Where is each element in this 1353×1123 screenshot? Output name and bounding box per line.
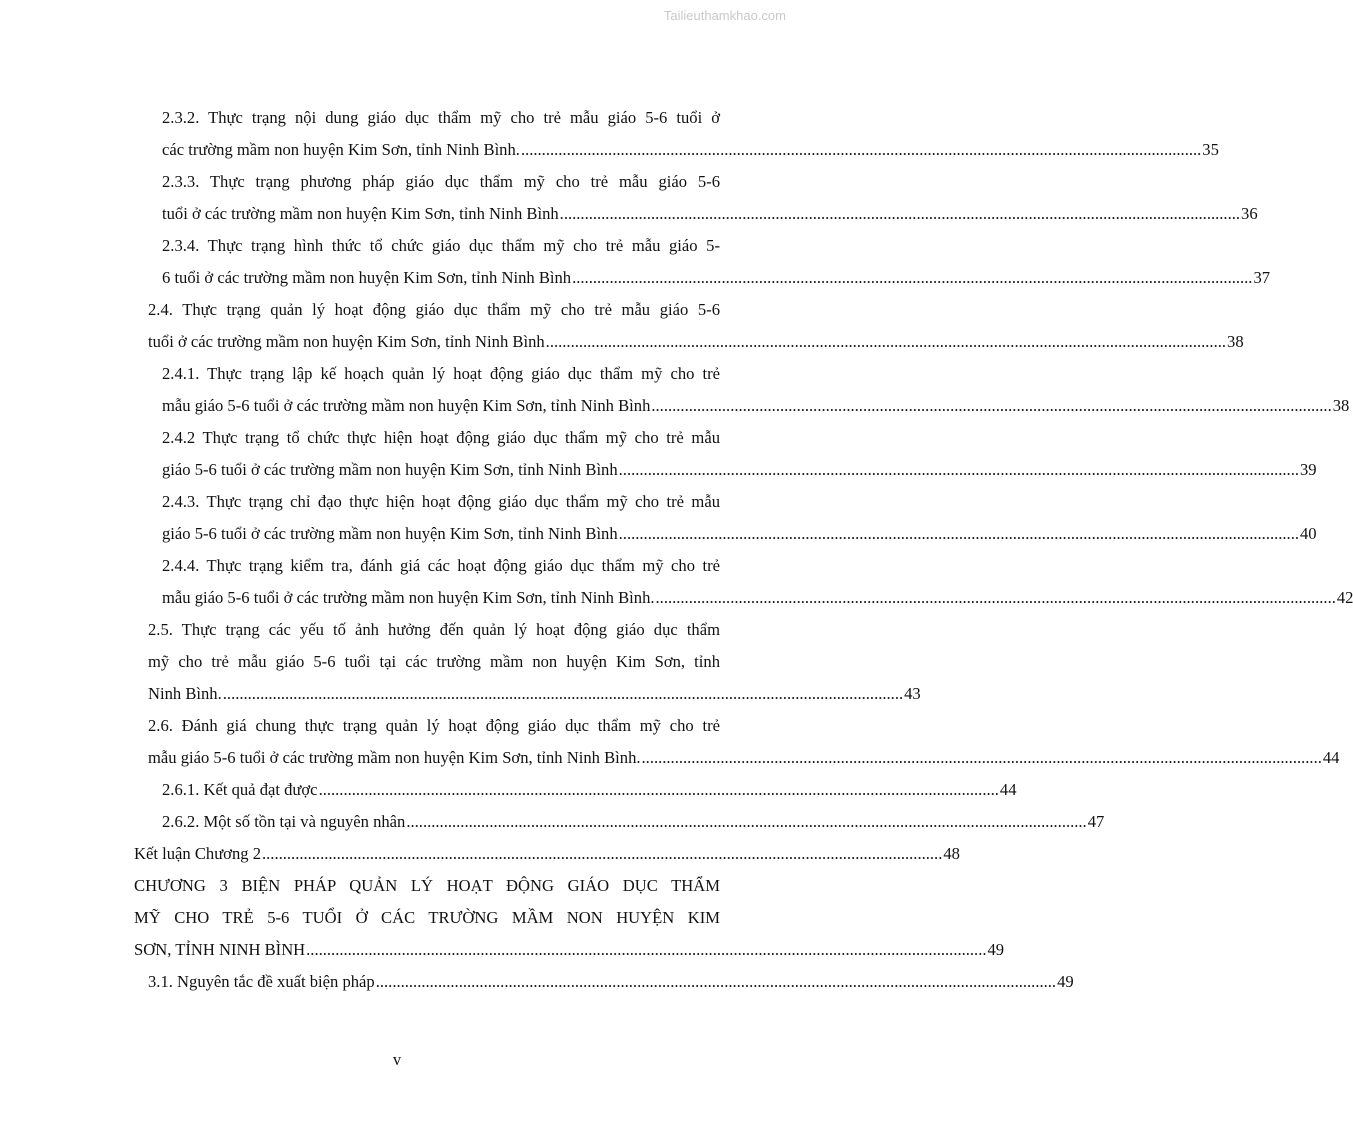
toc-entry-text: 2.6.1. Kết quả đạt được (162, 780, 318, 799)
dot-leader: .................................................................................................................................................................... (641, 748, 1322, 767)
toc-page-number: 49 (1057, 972, 1074, 991)
dot-leader: .................................................................................................................................................................... (572, 268, 1253, 287)
toc-page-number: 39 (1300, 460, 1317, 479)
toc-entry-3-1[interactable] (148, 972, 1074, 992)
dot-leader: .................................................................................................................................................................... (618, 460, 1299, 479)
toc-page-number: 42 (1336, 588, 1353, 607)
toc-entry-text: giáo 5-6 tuổi ở các trường mầm non huyện Kim Sơn, tỉnh Ninh Bình (162, 524, 618, 543)
toc-page-number: 35 (1202, 140, 1219, 159)
toc-entry-2-3-3-line1[interactable]: 2.3.3. Thực trạng phương pháp giáo dục thẩm mỹ cho trẻ mẫu giáo 5-6 (162, 172, 720, 191)
dot-leader: .................................................................................................................................................................... (222, 684, 904, 703)
toc-entry-2-5-line1[interactable]: 2.5. Thực trạng các yếu tố ảnh hưởng đến quản lý hoạt động giáo dục thẩm (148, 620, 720, 639)
toc-entry-chapter-3-line1[interactable]: CHƯƠNG 3 BIỆN PHÁP QUẢN LÝ HOẠT ĐỘNG GIÁO DỤC THẨM (134, 876, 720, 895)
toc-entry-text: các trường mầm non huyện Kim Sơn, tỉnh Ninh Bình. (162, 140, 520, 159)
toc-entry-2-4-line1[interactable]: 2.4. Thực trạng quản lý hoạt động giáo dục thẩm mỹ cho trẻ mẫu giáo 5-6 (148, 300, 720, 319)
toc-entry-text: mẫu giáo 5-6 tuổi ở các trường mầm non huyện Kim Sơn, tỉnh Ninh Bình. (148, 748, 641, 767)
toc-page-number: 40 (1300, 524, 1317, 543)
toc-entry-2-4-4-line1[interactable]: 2.4.4. Thực trạng kiểm tra, đánh giá các hoạt động giáo dục thẩm mỹ cho trẻ (162, 556, 720, 575)
toc-page-number: 38 (1332, 396, 1350, 415)
toc-entry-text: mẫu giáo 5-6 tuổi ở các trường mầm non huyện Kim Sơn, tỉnh Ninh Bình. (162, 588, 655, 607)
toc-entry-2-6-1[interactable] (162, 780, 1017, 800)
dot-leader: .................................................................................................................................................................... (318, 780, 999, 799)
toc-entry-2-4-1-line1[interactable]: 2.4.1. Thực trạng lập kế hoạch quản lý hoạt động giáo dục thẩm mỹ cho trẻ (162, 364, 720, 383)
dot-leader: .................................................................................................................................................................... (655, 588, 1336, 607)
toc-entry-conclusion-chapter-2[interactable] (134, 844, 960, 864)
toc-entry-2-5-line2[interactable]: mỹ cho trẻ mẫu giáo 5-6 tuổi tại các trường mầm non huyện Kim Sơn, tỉnh (148, 652, 720, 671)
toc-entry-text: Kết luận Chương 2 (134, 844, 261, 863)
toc-entry-2-6-line1[interactable]: 2.6. Đánh giá chung thực trạng quản lý hoạt động giáo dục thẩm mỹ cho trẻ (148, 716, 720, 735)
dot-leader: .................................................................................................................................................................... (306, 940, 987, 959)
toc-entry-2-3-4-line1[interactable]: 2.3.4. Thực trạng hình thức tổ chức giáo dục thẩm mỹ cho trẻ mẫu giáo 5- (162, 236, 720, 255)
dot-leader: .................................................................................................................................................................... (375, 972, 1057, 991)
dot-leader: .................................................................................................................................................................... (651, 396, 1332, 415)
dot-leader: .................................................................................................................................................................... (262, 844, 943, 863)
toc-entry-chapter-3-line3[interactable] (134, 940, 1005, 960)
dot-leader: .................................................................................................................................................................... (618, 524, 1299, 543)
toc-entry-2-3-2-line2[interactable] (162, 140, 1219, 160)
toc-page-number: 37 (1253, 268, 1271, 287)
toc-entry-text: SƠN, TỈNH NINH BÌNH (134, 940, 306, 959)
toc-entry-text: Ninh Bình. (148, 684, 222, 703)
dot-leader: .................................................................................................................................................................... (520, 140, 1202, 159)
toc-entry-text: 6 tuổi ở các trường mầm non huyện Kim Sơn, tỉnh Ninh Bình (162, 268, 572, 287)
toc-page-number: 49 (987, 940, 1005, 959)
page-number: v (392, 1050, 402, 1069)
toc-entry-2-4-line2[interactable] (148, 332, 1244, 352)
toc-page-number: 36 (1241, 204, 1258, 223)
toc-entry-2-4-3-line2[interactable] (162, 524, 1317, 544)
toc-entry-text: 3.1. Nguyên tắc đề xuất biện pháp (148, 972, 375, 991)
toc-page-number: 43 (904, 684, 921, 703)
toc-entry-2-4-4-line2[interactable] (162, 588, 1353, 608)
toc-entry-text: 2.6.2. Một số tồn tại và nguyên nhân (162, 812, 406, 831)
toc-entry-2-4-3-line1[interactable]: 2.4.3. Thực trạng chỉ đạo thực hiện hoạt động giáo dục thẩm mỹ cho trẻ mẫu (162, 492, 720, 511)
toc-entry-text: tuổi ở các trường mầm non huyện Kim Sơn, tỉnh Ninh Bình (162, 204, 559, 223)
toc-page-number: 48 (943, 844, 960, 863)
toc-entry-2-5-line3[interactable] (148, 684, 921, 704)
toc-entry-2-6-line2[interactable] (148, 748, 1340, 768)
toc-page-number: 44 (999, 780, 1017, 799)
toc-entry-text: tuổi ở các trường mầm non huyện Kim Sơn, tỉnh Ninh Bình (148, 332, 545, 351)
toc-entry-2-3-3-line2[interactable] (162, 204, 1258, 224)
toc-page-number: 38 (1227, 332, 1244, 351)
toc-entry-chapter-3-line2[interactable]: MỸ CHO TRẺ 5-6 TUỔI Ở CÁC TRƯỜNG MẦM NON HUYỆN KIM (134, 908, 720, 927)
toc-entry-2-6-2[interactable] (162, 812, 1105, 832)
toc-entry-2-4-2-line2[interactable] (162, 460, 1317, 480)
dot-leader: .................................................................................................................................................................... (545, 332, 1227, 351)
dot-leader: .................................................................................................................................................................... (559, 204, 1241, 223)
toc-entry-2-4-1-line2[interactable] (162, 396, 1350, 416)
toc-entry-2-3-4-line2[interactable] (162, 268, 1271, 288)
toc-entry-2-4-2-line1[interactable]: 2.4.2 Thực trạng tổ chức thực hiện hoạt động giáo dục thẩm mỹ cho trẻ mẫu (162, 428, 720, 447)
toc-page-number: 44 (1322, 748, 1340, 767)
toc-page-number: 47 (1087, 812, 1105, 831)
dot-leader: .................................................................................................................................................................... (406, 812, 1087, 831)
toc-entry-text: mẫu giáo 5-6 tuổi ở các trường mầm non huyện Kim Sơn, tỉnh Ninh Bình (162, 396, 651, 415)
toc-entry-2-3-2-line1[interactable]: 2.3.2. Thực trạng nội dung giáo dục thẩm mỹ cho trẻ mẫu giáo 5-6 tuổi ở (162, 108, 720, 127)
toc-entry-text: giáo 5-6 tuổi ở các trường mầm non huyện Kim Sơn, tỉnh Ninh Bình (162, 460, 618, 479)
watermark: Tailieuthamkhao.com (663, 8, 786, 23)
